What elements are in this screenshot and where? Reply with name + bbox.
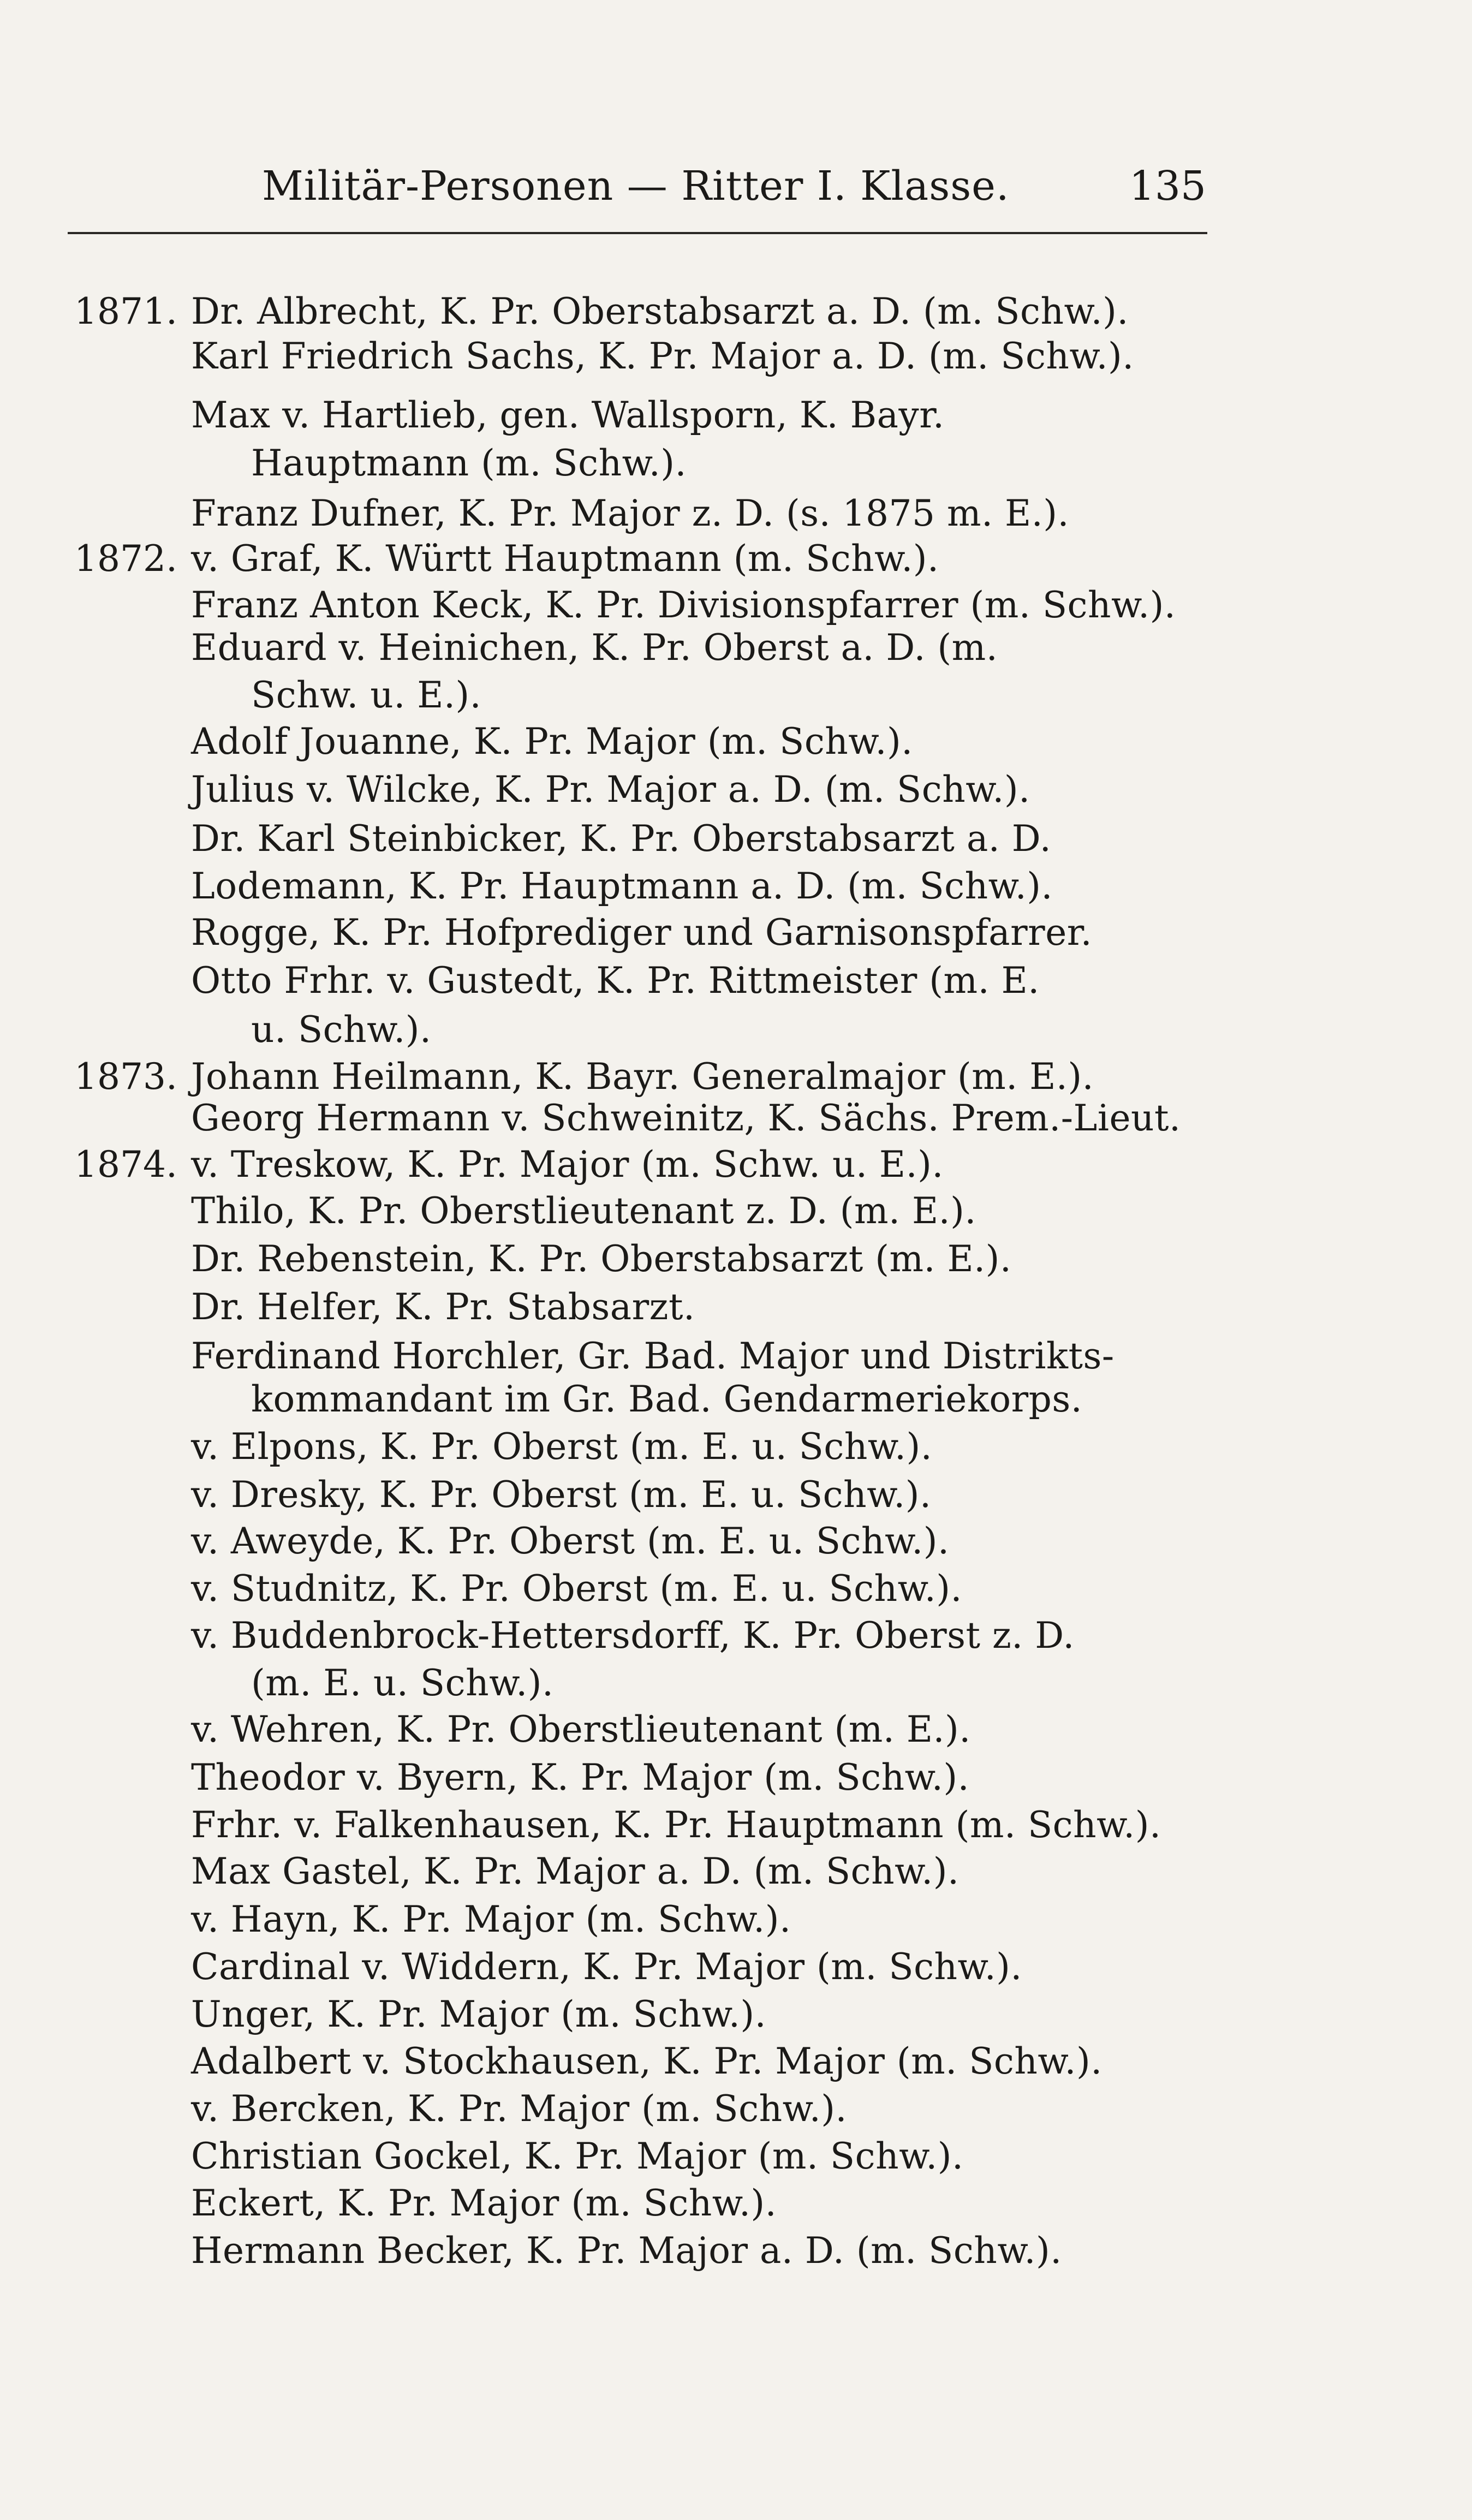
entry-line: Cardinal v. Widdern, K. Pr. Major (m. Schw.). [191, 1946, 1022, 1988]
entry-line: Thilo, K. Pr. Oberstlieutenant z. D. (m. E.). [191, 1190, 976, 1232]
entry-line: Julius v. Wilcke, K. Pr. Major a. D. (m. Schw.). [191, 768, 1030, 811]
entry-line: Lodemann, K. Pr. Hauptmann a. D. (m. Schw.). [191, 865, 1053, 907]
entry-line: kommandant im Gr. Bad. Gendarmeriekorps. [251, 1378, 1083, 1420]
year-label: 1873. [74, 1056, 177, 1098]
entry-line: v. Wehren, K. Pr. Oberstlieutenant (m. E.). [191, 1708, 971, 1750]
year-label: 1874. [74, 1143, 177, 1185]
entry-line: Franz Dufner, K. Pr. Major z. D. (s. 1875 m. E.). [191, 492, 1069, 534]
entry-line: Johann Heilmann, K. Bayr. Generalmajor (m. E.). [191, 1056, 1094, 1098]
entry-line: Schw. u. E.). [251, 674, 482, 716]
page-number: 135 [1129, 163, 1206, 210]
entry-line: v. Dresky, K. Pr. Oberst (m. E. u. Schw.). [191, 1474, 932, 1516]
entry-line: v. Buddenbrock-Hettersdorff, K. Pr. Oberst z. D. [191, 1615, 1075, 1657]
entry-line: Eckert, K. Pr. Major (m. Schw.). [191, 2182, 777, 2224]
entry-line: v. Graf, K. Württ Hauptmann (m. Schw.). [191, 538, 939, 580]
entry-line: v. Elpons, K. Pr. Oberst (m. E. u. Schw.). [191, 1426, 933, 1468]
entry-line: v. Hayn, K. Pr. Major (m. Schw.). [191, 1898, 791, 1940]
year-label: 1872. [74, 538, 177, 580]
header-title: Militär-Personen — Ritter I. Klasse. [262, 163, 1010, 210]
entry-line: Frhr. v. Falkenhausen, K. Pr. Hauptmann (m. Schw.). [191, 1804, 1161, 1846]
entry-line: Karl Friedrich Sachs, K. Pr. Major a. D. (m. Schw.). [191, 335, 1134, 377]
entry-line: Hauptmann (m. Schw.). [251, 442, 687, 484]
entry-line: v. Aweyde, K. Pr. Oberst (m. E. u. Schw.). [191, 1520, 950, 1562]
entry-line: Dr. Helfer, K. Pr. Stabsarzt. [191, 1286, 695, 1328]
entry-line: Theodor v. Byern, K. Pr. Major (m. Schw.). [191, 1756, 970, 1798]
entry-line: Max Gastel, K. Pr. Major a. D. (m. Schw.). [191, 1850, 960, 1892]
entry-line: Otto Frhr. v. Gustedt, K. Pr. Rittmeister (m. E. [191, 960, 1040, 1002]
entry-line: Georg Hermann v. Schweinitz, K. Sächs. Prem.-Lieut. [191, 1097, 1181, 1139]
entry-line: (m. E. u. Schw.). [251, 1662, 554, 1704]
entry-line: Franz Anton Keck, K. Pr. Divisionspfarrer (m. Schw.). [191, 584, 1176, 626]
entry-line: Adolf Jouanne, K. Pr. Major (m. Schw.). [191, 720, 913, 762]
entry-line: Eduard v. Heinichen, K. Pr. Oberst a. D. (m. [191, 627, 998, 669]
entry-line: Christian Gockel, K. Pr. Major (m. Schw.). [191, 2135, 964, 2177]
year-label: 1871. [74, 290, 177, 332]
entry-line: Dr. Rebenstein, K. Pr. Oberstabsarzt (m. E.). [191, 1238, 1012, 1280]
entry-line: Hermann Becker, K. Pr. Major a. D. (m. Schw.). [191, 2230, 1062, 2272]
entry-line: Adalbert v. Stockhausen, K. Pr. Major (m. Schw.). [191, 2040, 1102, 2082]
entry-line: u. Schw.). [251, 1009, 432, 1051]
entry-line: v. Bercken, K. Pr. Major (m. Schw.). [191, 2088, 847, 2130]
entry-line: Unger, K. Pr. Major (m. Schw.). [191, 1993, 767, 2035]
entry-line: Rogge, K. Pr. Hofprediger und Garnisonspfarrer. [191, 912, 1093, 954]
entry-line: Dr. Albrecht, K. Pr. Oberstabsarzt a. D. (m. Schw.). [191, 290, 1129, 332]
entry-line: v. Studnitz, K. Pr. Oberst (m. E. u. Schw.). [191, 1568, 962, 1610]
entry-line: Max v. Hartlieb, gen. Wallsporn, K. Bayr. [191, 394, 945, 436]
entry-line: Ferdinand Horchler, Gr. Bad. Major und Distrikts- [191, 1335, 1115, 1377]
entry-line: v. Treskow, K. Pr. Major (m. Schw. u. E.). [191, 1143, 944, 1185]
entry-line: Dr. Karl Steinbicker, K. Pr. Oberstabsarzt a. D. [191, 818, 1052, 860]
